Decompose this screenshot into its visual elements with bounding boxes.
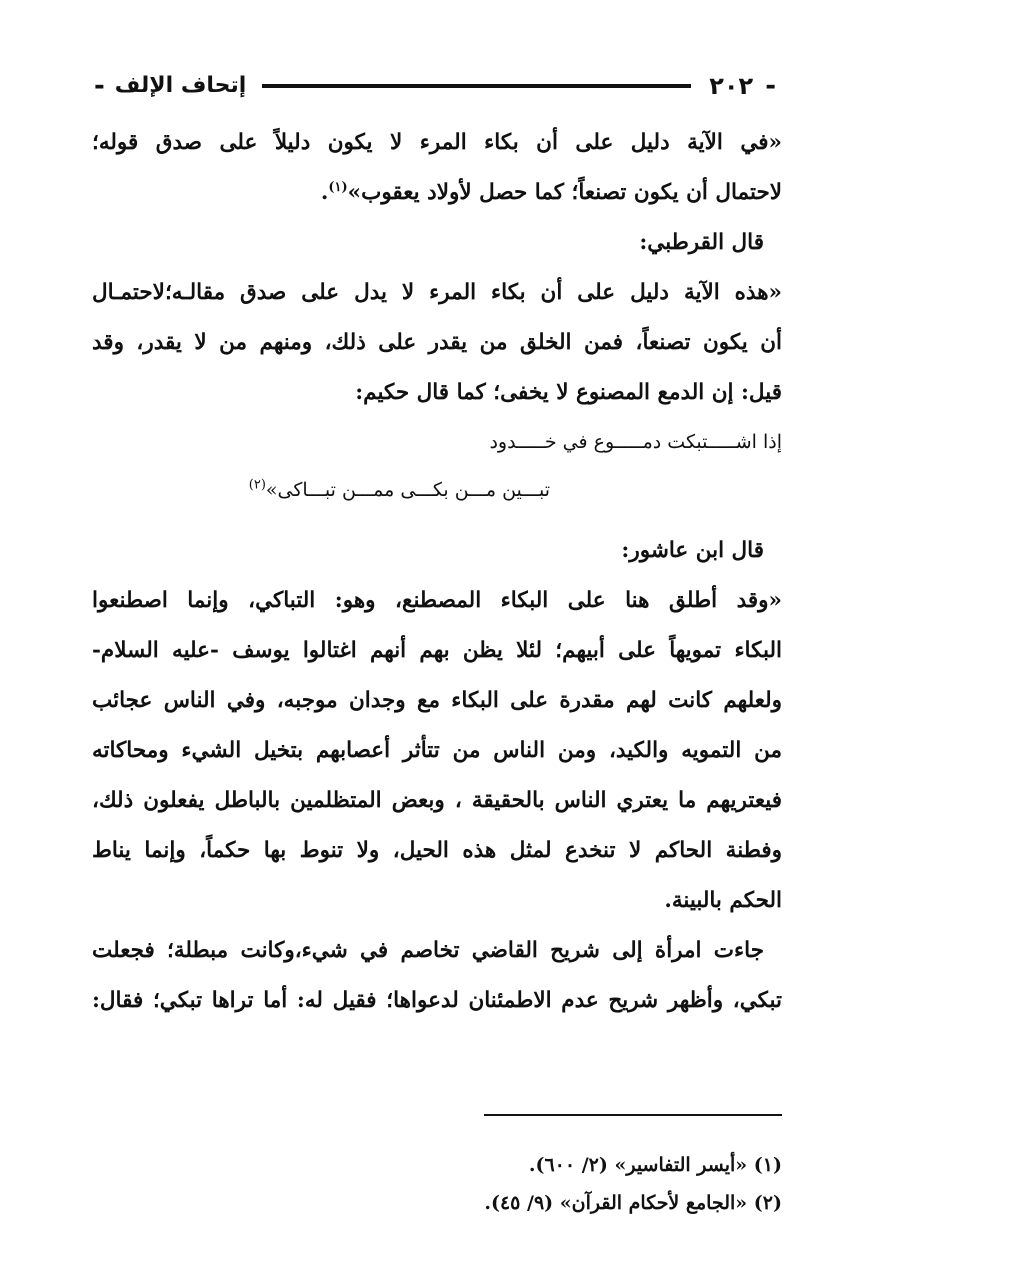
- page-header: [90, 66, 780, 106]
- running-title: إتحاف الإلف: [114, 73, 247, 98]
- text-line-12: فيعتريهم ما يعتري الناس بالحقيقة ، وبعض المتظلمين بالباطل يفعلون ذلك،: [92, 788, 782, 813]
- text-line-14: الحكم بالبينة.: [664, 888, 782, 913]
- text-line-6: قيل: إن الدمع المصنوع لا يخفى؛ كما قال حكيم:: [355, 380, 782, 405]
- heading-ibn-ashur: قال ابن عاشور:: [621, 538, 764, 563]
- footnote-ref-2: (٢): [248, 477, 266, 493]
- text-line-2-end: .: [320, 180, 329, 205]
- text-line-13: وفطنة الحاكم لا تنخدع لمثل هذه الحيل، ولا تنوط بها حكماً، وإنما يناط: [92, 838, 782, 863]
- text-line-16: تبكي، وأظهر شريح عدم الاطمئنان لدعواها؛ فقيل له: أما تراها تبكي؛ فقال:: [92, 988, 782, 1013]
- main-text: [92, 118, 782, 1026]
- header-dash-left: -: [94, 71, 105, 101]
- text-line-10: ولعلهم كانت لهم مقدرة على البكاء مع وجدان موجبه، وفي الناس عجائب: [92, 688, 782, 713]
- poem-line-2-text: تبـــين مـــن بكـــى ممـــن تبـــاكى»: [265, 479, 550, 501]
- header-dash-right: -: [765, 71, 776, 101]
- text-line-9: البكاء تمويهاً على أبيهم؛ لئلا يظن بهم أنهم اغتالوا يوسف -عليه السلام-: [92, 638, 782, 663]
- poem-line-1: إذا اشـــــتبكت دمـــــوع في خـــــدود: [489, 431, 782, 453]
- text-line-15: جاءت امرأة إلى شريح القاضي تخاصم في شيء،وكانت مبطلة؛ فجعلت: [92, 938, 764, 963]
- text-line-2-body: لاحتمال أن يكون تصنعاً؛ كما حصل لأولاد يعقوب»: [347, 180, 782, 205]
- page-number: ٢٠٢: [709, 72, 754, 100]
- header-rule: [262, 84, 691, 88]
- text-line-8: «وقد أطلق هنا على البكاء المصطنع، وهو: التباكي، وإنما اصطنعوا: [92, 588, 782, 613]
- text-line-2: [92, 168, 782, 218]
- footnote-ref-1: (١): [328, 179, 348, 195]
- footnote-1: (١) «أيسر التفاسير» (٢/ ٦٠٠).: [528, 1154, 782, 1176]
- text-line-11: من التمويه والكيد، ومن الناس من تتأثر أعصابهم بتخيل الشيء ومحاكاته: [92, 738, 782, 763]
- heading-qurtubi: قال القرطبي:: [639, 230, 764, 255]
- text-line-1: «في الآية دليل على أن بكاء المرء لا يكون دليلاً على صدق قوله؛: [92, 130, 782, 155]
- text-line-5: أن يكون تصنعاً، فمن الخلق من يقدر على ذلك، ومنهم من لا يقدر، وقد: [92, 330, 782, 355]
- footnote-2: (٢) «الجامع لأحكام القرآن» (٩/ ٤٥).: [484, 1192, 782, 1214]
- poem-line-2: [92, 466, 782, 514]
- footnotes: [300, 1146, 782, 1222]
- text-line-4: «هذه الآية دليل على أن بكاء المرء لا يدل على صدق مقالـه؛لاحتمـال: [92, 280, 782, 305]
- footnote-separator: [484, 1114, 782, 1116]
